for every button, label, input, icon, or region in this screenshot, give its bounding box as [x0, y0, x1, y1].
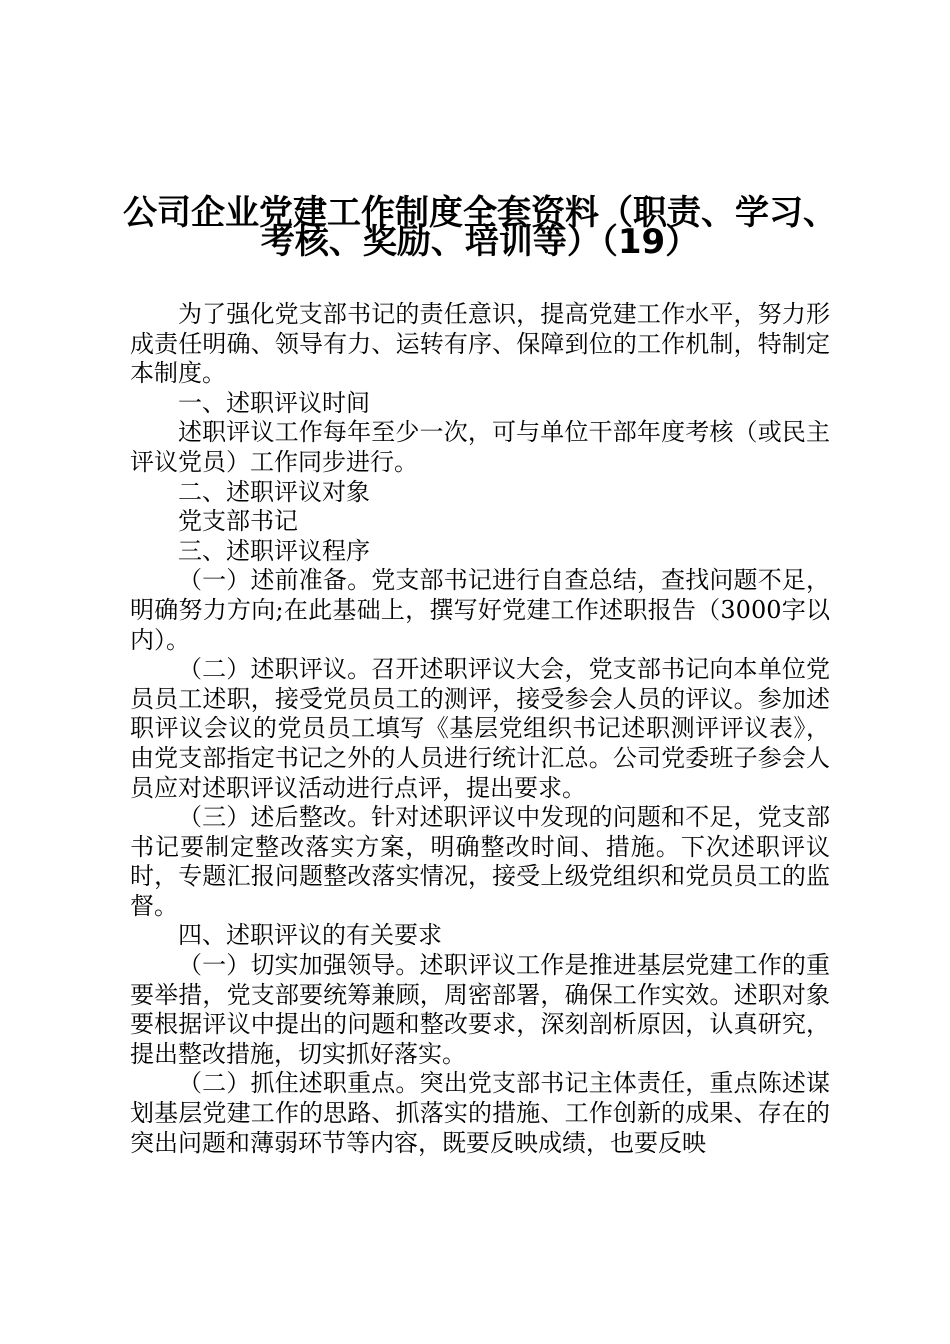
- section-heading-4: 四、述职评议的有关要求: [178, 921, 442, 950]
- document-title-line-1: 公司企业党建工作制度全套资料（职责、学习、: [123, 193, 837, 233]
- paragraph-requirement-2: （二）抓住述职重点。突出党支部书记主体责任，重点陈述谋划基层党建工作的思路、抓落实的措施、工作创新的成果、存在的突出问题和薄弱环节等内容，既要反映成绩，也要反映: [130, 1069, 830, 1157]
- paragraph-intro: 为了强化党支部书记的责任意识，提高党建工作水平，努力形成责任明确、领导有力、运转有序、保障到位的工作机制，特制定本制度。: [130, 300, 830, 388]
- section-heading-2: 二、述职评议对象: [178, 477, 370, 506]
- section-heading-1: 一、述职评议时间: [178, 388, 370, 417]
- document-body: [130, 300, 830, 1158]
- paragraph-requirement-1: （一）切实加强领导。述职评议工作是推进基层党建工作的重要举措，党支部要统筹兼顾，周密部署，确保工作实效。述职对象要根据评议中提出的问题和整改要求，深刻剖析原因，认真研究，提出整改措施，切实抓好落实。: [130, 951, 830, 1068]
- paragraph-object: 党支部书记: [178, 507, 298, 536]
- document-title-line-2: 考核、奖励、培训等）（19）: [260, 222, 700, 262]
- paragraph-procedure-3: （三）述后整改。针对述职评议中发现的问题和不足，党支部书记要制定整改落实方案，明确整改时间、措施。下次述职评议时，专题汇报问题整改落实情况，接受上级党组织和党员员工的监督。: [130, 803, 830, 920]
- paragraph-procedure-1: （一）述前准备。党支部书记进行自查总结，查找问题不足，明确努力方向;在此基础上，撰写好党建工作述职报告（3000字以内）。: [130, 566, 830, 654]
- paragraph-procedure-2: （二）述职评议。召开述职评议大会，党支部书记向本单位党员员工述职，接受党员员工的测评，接受参会人员的评议。参加述职评议会议的党员员工填写《基层党组织书记述职测评评议表》，由党支部指定书记之外的人员进行统计汇总。公司党委班子参会人员应对述职评议活动进行点评，提出要求。: [130, 655, 830, 802]
- paragraph-time: 述职评议工作每年至少一次，可与单位干部年度考核（或民主评议党员）工作同步进行。: [130, 418, 830, 476]
- section-heading-3: 三、述职评议程序: [178, 536, 370, 565]
